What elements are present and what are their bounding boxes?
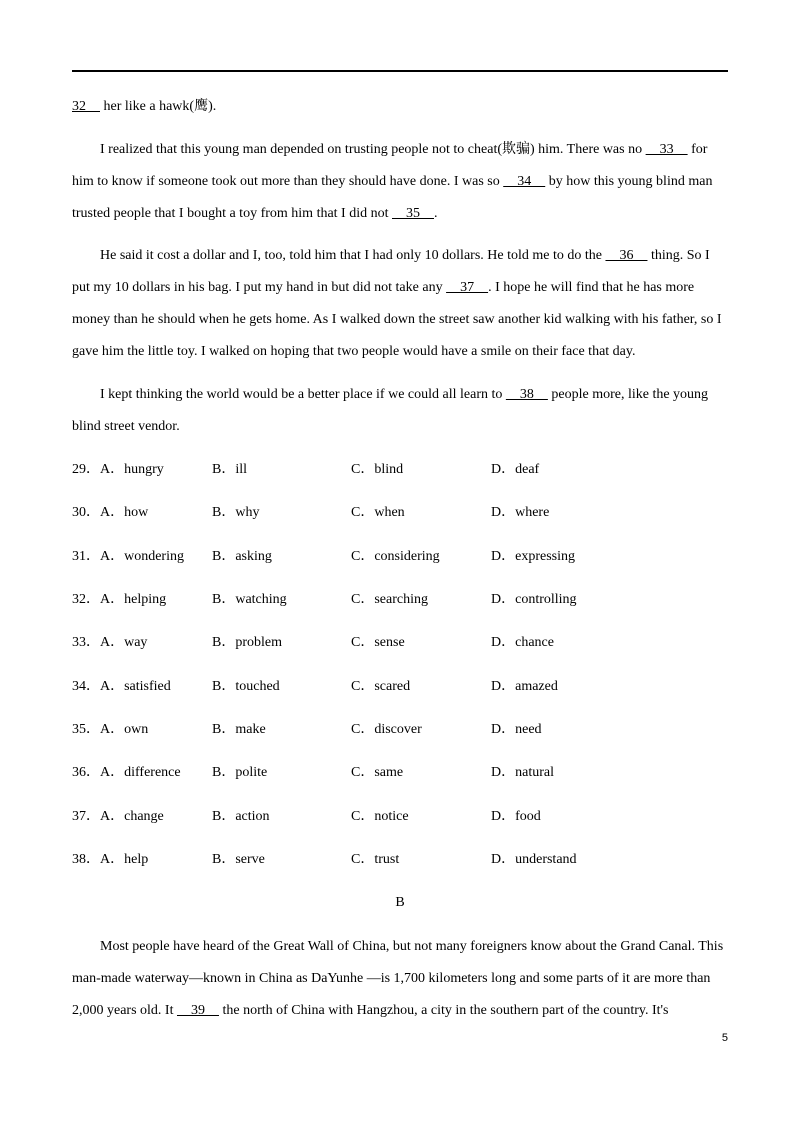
- option-d: D．where: [491, 505, 550, 520]
- question-31: 31． A．wondering B．asking C．considering D．expressing: [72, 546, 728, 568]
- option-d: D．understand: [491, 852, 577, 867]
- question-29: 29． A．hungry B．ill C．blind D．deaf: [72, 459, 728, 481]
- option-a: A．help: [100, 852, 149, 867]
- option-c: C．same: [351, 765, 404, 780]
- option-c: C．scared: [351, 679, 411, 694]
- option-c: C．sense: [351, 635, 405, 650]
- section-heading: B: [395, 895, 405, 910]
- passage-paragraph-3: I kept thinking the world would be a better place if we could all learn to 38 people more, like the young blind street vendor.: [72, 387, 709, 434]
- question-32: 32． A．helping B．watching C．searching D．controlling: [72, 589, 728, 611]
- option-b: B．watching: [212, 592, 287, 607]
- question-34: 34． A．satisfied B．touched C．scared D．amazed: [72, 676, 728, 698]
- option-c: C．when: [351, 505, 405, 520]
- option-a: A．wondering: [100, 549, 184, 564]
- option-d: D．controlling: [491, 592, 577, 607]
- option-d: D．amazed: [491, 679, 558, 694]
- passage-paragraph-1: I realized that this young man depended on trusting people not to cheat(欺骗) him. There was no 33 for him to know if someone took out more than they should have done. I was so 34 by how this young blind man trusted people that I bought a toy from him that I did not 35 .: [72, 142, 713, 221]
- option-a: A．helping: [100, 592, 167, 607]
- question-36: 36． A．difference B．polite C．same D．natural: [72, 762, 728, 784]
- blank-36: 36: [605, 248, 648, 263]
- option-c: C．trust: [351, 852, 400, 867]
- option-d: D．deaf: [491, 462, 540, 477]
- option-d: D．natural: [491, 765, 554, 780]
- option-c: C．considering: [351, 549, 440, 564]
- blank-39: 39: [176, 1003, 219, 1018]
- option-d: D．food: [491, 809, 541, 824]
- blank-33: 33: [645, 142, 688, 157]
- option-b: B．asking: [212, 549, 272, 564]
- option-c: C．blind: [351, 462, 404, 477]
- blank-32: 32: [72, 99, 100, 114]
- passage-line-continued: 32 her like a hawk(鹰).: [72, 99, 217, 114]
- question-35: 35． A．own B．make C．discover D．need: [72, 719, 728, 741]
- option-a: A．own: [100, 722, 149, 737]
- question-30: 30． A．how B．why C．when D．where: [72, 502, 728, 524]
- option-b: B．touched: [212, 679, 280, 694]
- option-b: B．serve: [212, 852, 265, 867]
- blank-35: 35: [392, 206, 434, 221]
- option-a: A．change: [100, 809, 164, 824]
- option-b: B．ill: [212, 462, 248, 477]
- option-d: D．need: [491, 722, 542, 737]
- option-c: C．notice: [351, 809, 409, 824]
- blank-38: 38: [505, 387, 548, 402]
- blank-37: 37: [446, 280, 489, 295]
- option-a: A．way: [100, 635, 148, 650]
- option-b: B．why: [212, 505, 260, 520]
- page-number: 5: [721, 1032, 728, 1044]
- question-38: 38． A．help B．serve C．trust D．understand: [72, 849, 728, 871]
- option-b: B．polite: [212, 765, 268, 780]
- option-c: C．discover: [351, 722, 422, 737]
- option-d: D．chance: [491, 635, 554, 650]
- option-a: A．difference: [100, 765, 181, 780]
- passage-paragraph-2: He said it cost a dollar and I, too, told him that I had only 10 dollars. He told me to do the 36 thing. So I put my 10 dollars in his bag. I put my hand in but did not take any 37 . I hope he will find that he has more money than he should when he gets home. As I walked down the street saw another kid walking with his father, so I gave him the little toy. I walked on hoping that two people would have a smile on their face that day.: [72, 248, 722, 359]
- option-b: B．action: [212, 809, 270, 824]
- option-a: A．satisfied: [100, 679, 171, 694]
- option-c: C．searching: [351, 592, 428, 607]
- option-d: D．expressing: [491, 549, 575, 564]
- passage-b-paragraph-1: Most people have heard of the Great Wall of China, but not many foreigners know about the Grand Canal. This man-made waterway—known in China as DaYunhe —is 1,700 kilometers long and some parts of it are more than 2,000 years old. It 39 the north of China with Hangzhou, a city in the southern part of the country. It's: [72, 939, 724, 1018]
- option-a: A．how: [100, 505, 149, 520]
- blank-34: 34: [503, 174, 546, 189]
- option-b: B．make: [212, 722, 266, 737]
- option-a: A．hungry: [100, 462, 164, 477]
- header-rule: [72, 70, 728, 72]
- question-33: 33． A．way B．problem C．sense D．chance: [72, 632, 728, 654]
- option-b: B．problem: [212, 635, 282, 650]
- question-37: 37． A．change B．action C．notice D．food: [72, 806, 728, 828]
